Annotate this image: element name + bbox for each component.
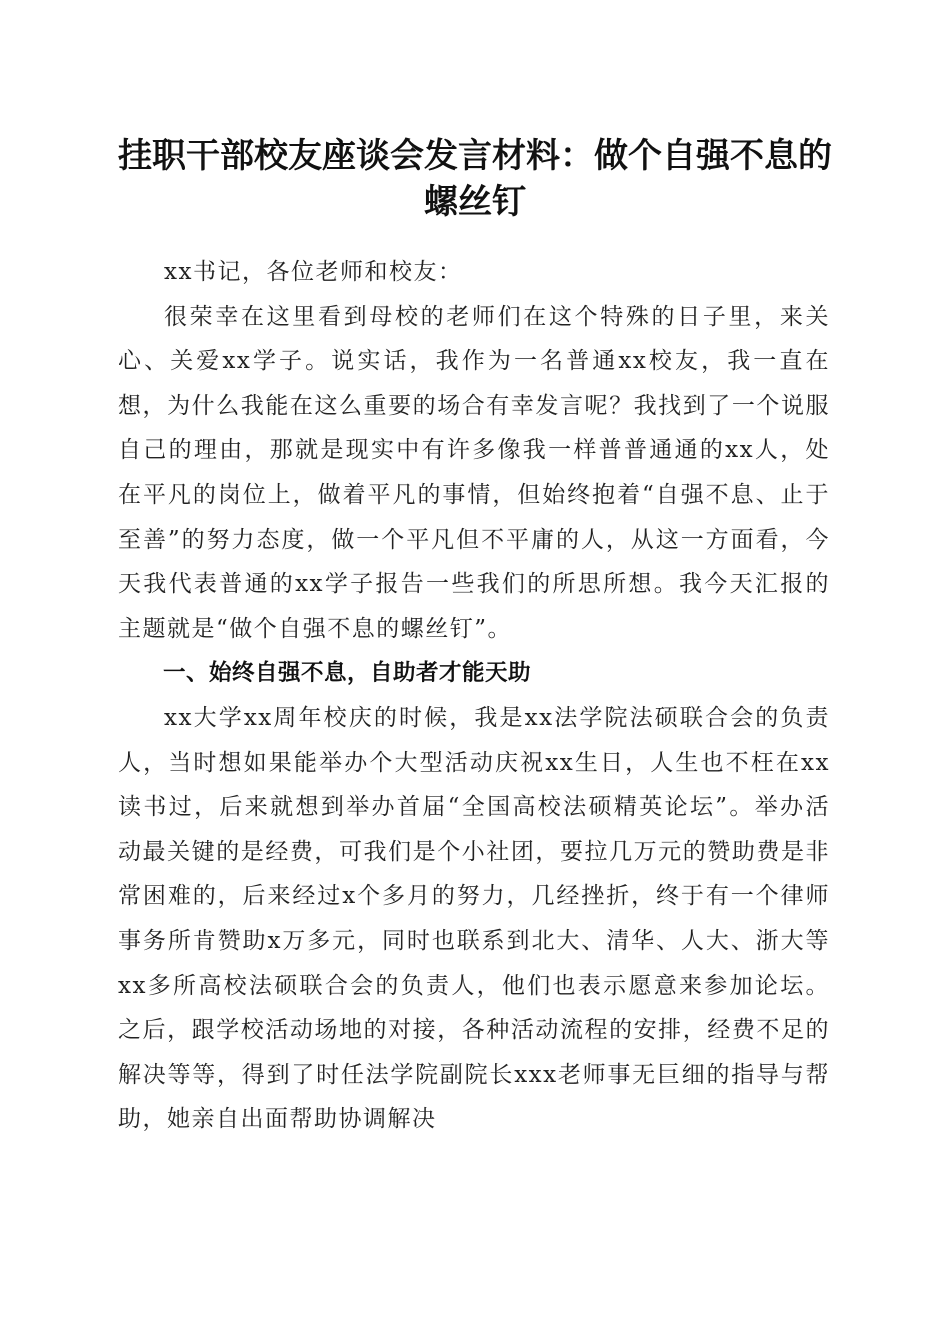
document-title: 挂职干部校友座谈会发言材料：做个自强不息的螺丝钉 — [118, 136, 832, 222]
section-heading-1: 一、始终自强不息，自助者才能天助 — [163, 660, 532, 687]
paragraph-section-1: xx大学xx周年校庆的时候，我是xx法学院法硕联合会的负责人，当时想如果能举办个大型活动庆祝xx生日，人生也不枉在xx读书过，后来就想到举办首届“全国高校法硕精英论坛”。举办活动最关键的是经费，可我们是个小社团，要拉几万元的赞助费是非常困难的，后来经过x个多月的努力，几经挫折，终于有一个律师事务所肯赞助x万多元，同时也联系到北大、清华、人大、浙大等xx多所高校法硕联合会的负责人，他们也表示愿意来参加论坛。之后，跟学校活动场地的对接，各种活动流程的安排，经费不足的解决等等，得到了时任法学院副院长xxx老师事无巨细的指导与帮助，她亲自出面帮助协调解决 — [118, 704, 830, 1133]
salutation: xx书记，各位老师和校友： — [164, 259, 463, 285]
paragraph-intro: 很荣幸在这里看到母校的老师们在这个特殊的日子里，来关心、关爱xx学子。说实话，我作为一名普通xx校友，我一直在想，为什么我能在这么重要的场合有幸发言呢？我找到了一个说服自己的理由，那就是现实中有许多像我一样普普通通的xx人，处在平凡的岗位上，做着平凡的事情，但始终抱着“自强不息、止于至善”的努力态度，做一个平凡但不平庸的人，从这一方面看，今天我代表普通的xx学子报告一些我们的所思所想。我今天汇报的主题就是“做个自强不息的螺丝钉”。 — [118, 303, 830, 642]
document-body — [118, 250, 830, 1142]
